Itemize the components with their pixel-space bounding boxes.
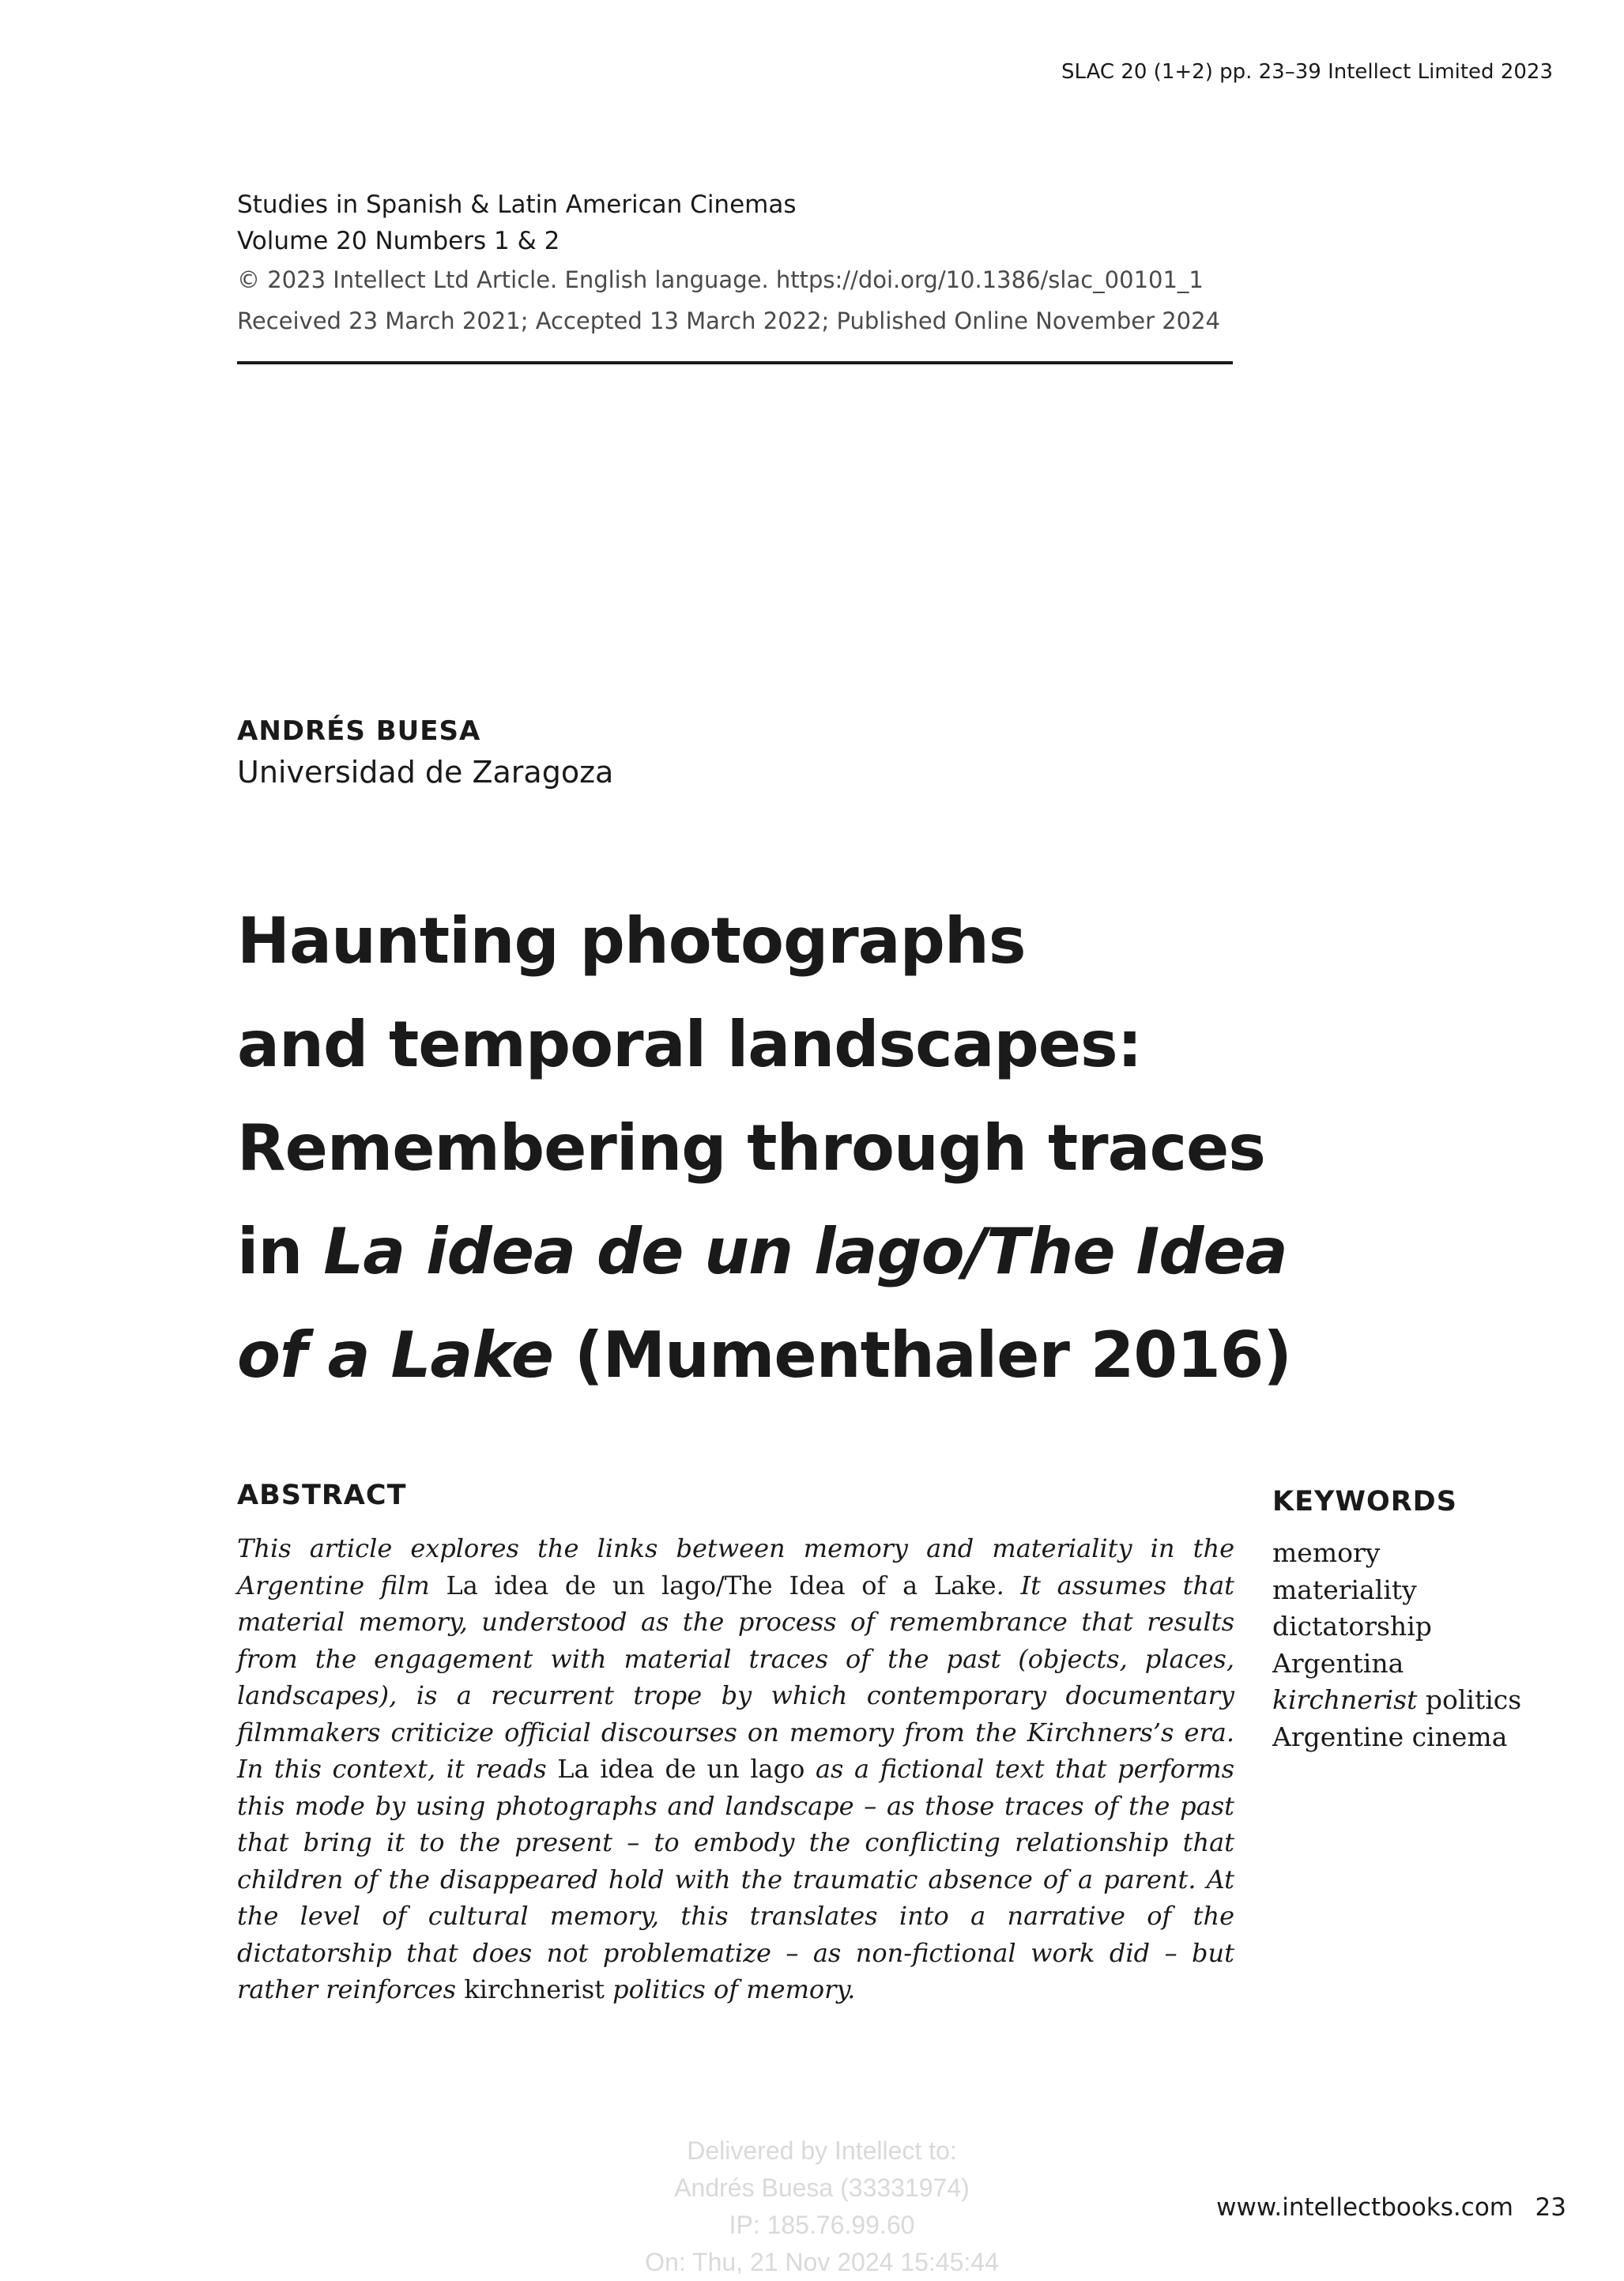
abstract-text-3: as a fictional text that performs this mode by using photographs and landscape – as those traces of the past that bring it to the present – to embody the conflicting relationship that children of the disappeared hold with the traumatic absence of a parent. At the level of cultural memory, this translates into a narrative of the dictatorship that does not problematize – as non-fictional work did – but rather reinforces bbox=[237, 1754, 1235, 2004]
title-line-2: and temporal landscapes: bbox=[237, 1008, 1142, 1081]
footer-url: www.intellectbooks.com bbox=[1216, 2193, 1513, 2222]
abstract-text-1: This article explores the links between memory and materiality in the Argentine film bbox=[237, 1533, 1234, 1600]
abstract-text-2: . It assumes that material memory, understood as the process of remembrance that results from the engagement with material traces of the past (objects, places, landscapes), is a recurrent trope by which contemporary documentary filmmakers criticize official discourses on memory from the Kirchners’s era. In this context, it reads bbox=[237, 1570, 1235, 1784]
abstract-film-title-1: La idea de un lago/The Idea of a Lake bbox=[446, 1570, 997, 1600]
watermark-line: IP: 185.76.99.60 bbox=[729, 2211, 915, 2239]
page-number: 23 bbox=[1535, 2193, 1566, 2222]
title-line-4 bbox=[237, 1200, 1343, 1303]
keyword-item bbox=[1272, 1682, 1521, 1719]
journal-info bbox=[237, 187, 1233, 341]
watermark-line: On: Thu, 21 Nov 2024 15:45:44 bbox=[645, 2248, 999, 2276]
keyword-item: materiality bbox=[1272, 1574, 1417, 1605]
abstract-heading: ABSTRACT bbox=[237, 1480, 407, 1511]
keyword-rest-part: politics bbox=[1417, 1684, 1522, 1715]
title-line-5-suffix: (Mumenthaler 2016) bbox=[553, 1318, 1291, 1392]
title-line-1: Haunting photographs bbox=[237, 904, 1026, 978]
delivery-watermark bbox=[616, 2132, 1027, 2281]
watermark-line: Delivered by Intellect to: bbox=[687, 2136, 957, 2165]
abstract-body bbox=[237, 1530, 1234, 2008]
title-film-name-1: La idea de un lago/The Idea bbox=[323, 1215, 1287, 1288]
article-title bbox=[237, 889, 1343, 1407]
abstract-term: kirchnerist bbox=[464, 1974, 605, 2004]
author-affiliation: Universidad de Zaragoza bbox=[237, 755, 614, 790]
keyword-italic-part: kirchnerist bbox=[1272, 1684, 1418, 1715]
title-line-3: Remembering through traces bbox=[237, 1111, 1265, 1185]
keyword-item: Argentine cinema bbox=[1272, 1721, 1508, 1752]
keywords-heading: KEYWORDS bbox=[1272, 1486, 1457, 1518]
watermark-line: Andrés Buesa (33331974) bbox=[674, 2174, 970, 2202]
journal-name: Studies in Spanish & Latin American Cinemas bbox=[237, 190, 797, 219]
keyword-item: Argentina bbox=[1272, 1647, 1404, 1679]
citation-header: SLAC 20 (1+2) pp. 23–39 Intellect Limited 2023 bbox=[1061, 60, 1553, 84]
journal-volume: Volume 20 Numbers 1 & 2 bbox=[237, 227, 560, 255]
keywords-list bbox=[1272, 1535, 1521, 1755]
abstract-text-4: politics of memory. bbox=[605, 1974, 856, 2004]
author-name: ANDRÉS BUESA bbox=[237, 715, 481, 747]
keyword-item: dictatorship bbox=[1272, 1611, 1432, 1642]
dates-line: Received 23 March 2021; Accepted 13 March 2022; Published Online November 2024 bbox=[237, 307, 1221, 334]
abstract-film-title-2: La idea de un lago bbox=[557, 1754, 805, 1784]
keyword-item: memory bbox=[1272, 1537, 1381, 1568]
title-line-5 bbox=[237, 1303, 1343, 1407]
title-line-4-prefix: in bbox=[237, 1215, 324, 1288]
header-divider bbox=[237, 361, 1233, 364]
title-film-name-2: of a Lake bbox=[237, 1318, 554, 1392]
author-block bbox=[237, 711, 613, 794]
copyright-line: © 2023 Intellect Ltd Article. English language. https://doi.org/10.1386/slac_00101_1 bbox=[237, 266, 1204, 293]
